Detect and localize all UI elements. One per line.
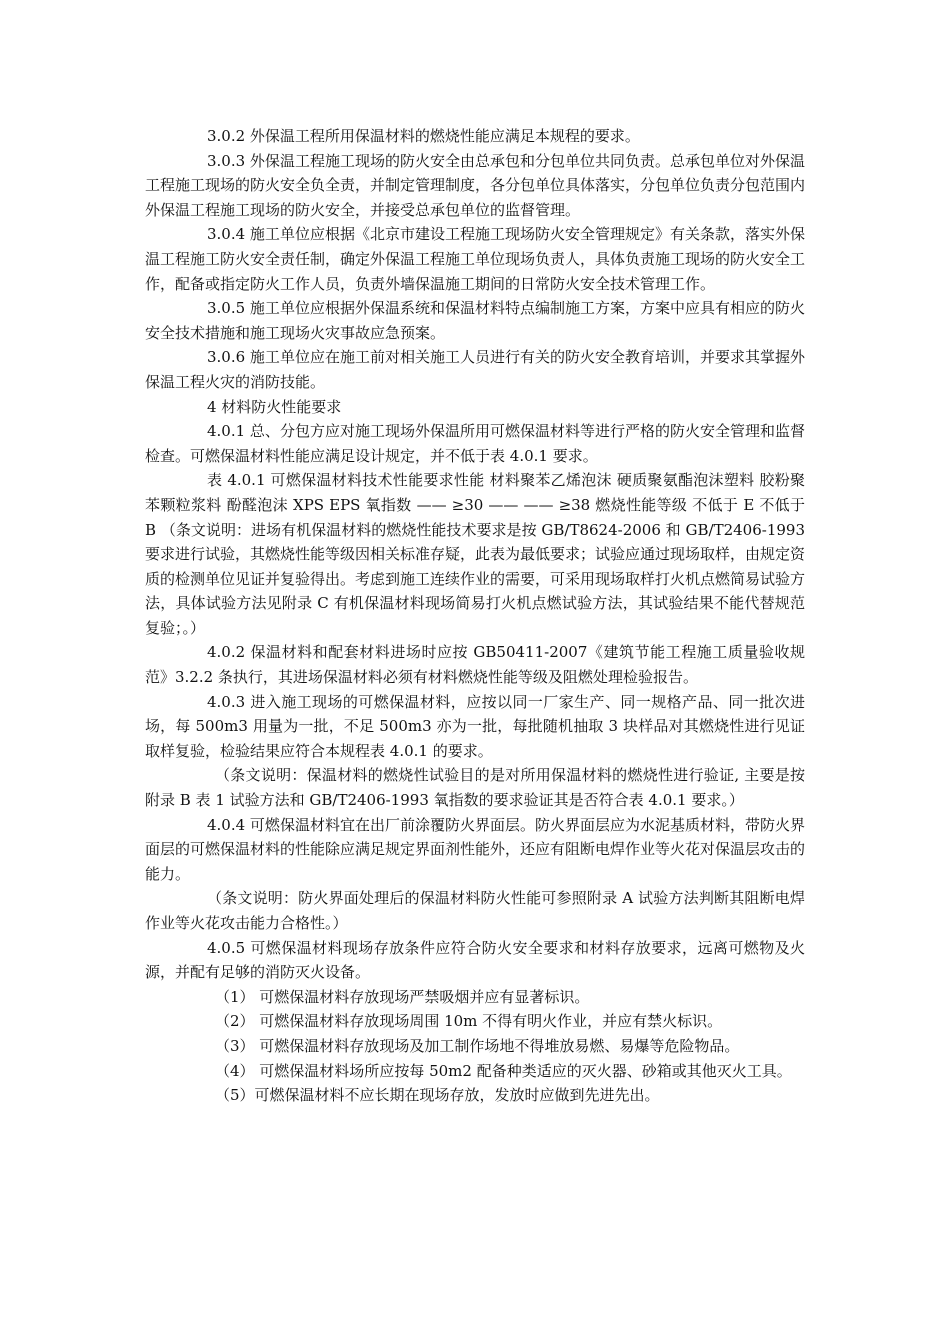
paragraph: （条文说明：保温材料的燃烧性试验目的是对所用保温材料的燃烧性进行验证, 主要是按附录 B 表 1 试验方法和 GB/T2406-1993 氧指数的要求验证其是否符合表 4.0.1 要求。） <box>145 766 805 810</box>
paragraph: 4 材料防火性能要求 <box>207 397 342 416</box>
paragraph: 4.0.3 进入施工现场的可燃保温材料，应按以同一厂家生产、同一规格产品、同一批次进场，每 500m3 用量为一批，不足 500m3 亦为一批，每批随机抽取 3 块样品对其燃烧性进行见证取样复验，检验结果应符合本规程表 4.0.1 的要求。 <box>145 692 805 760</box>
paragraph: 3.0.6 施工单位应在施工前对相关施工人员进行有关的防火安全教育培训，并要求其掌握外保温工程火灾的消防技能。 <box>145 348 805 391</box>
paragraph: （4） 可燃保温材料场所应按每 50m2 配备种类适应的灭火器、砂箱或其他灭火工具。 <box>215 1061 792 1080</box>
paragraph: 4.0.5 可燃保温材料现场存放条件应符合防火安全要求和材料存放要求，远离可燃物及火源，并配有足够的消防灭火设备。 <box>145 938 805 982</box>
paragraph: 3.0.2 外保温工程所用保温材料的燃烧性能应满足本规程的要求。 <box>207 127 640 145</box>
paragraph: 3.0.4 施工单位应根据《北京市建设工程施工现场防火安全管理规定》有关条款，落实外保温工程施工防火安全责任制，确定外保温工程施工单位现场负责人，具体负责施工现场的防火安全工作，配备或指定防火工作人员，负责外墙保温施工期间的日常防火安全技术管理工作。 <box>145 225 806 293</box>
paragraph: （3） 可燃保温材料存放现场及加工制作场地不得堆放易燃、易爆等危险物品。 <box>215 1036 740 1055</box>
paragraph: 表 4.0.1 可燃保温材料技术性能要求性能 材料聚苯乙烯泡沫 硬质聚氨酯泡沫塑料 胶粉聚苯颗粒浆料 酚醛泡沫 XPS EPS 氧指数 —— ≥30 —— —— ≥38 燃烧性能等级 不低于 E 不低于 B （条文说明：进场有机保温材料的燃烧性能技术要求是按 GB/T8624-2006 和 GB/T2406-1993 要求进行试验，其燃烧性能等级因相关标准存疑，此表为最低要求；试验应通过现场取样，由规定资质的检测单位见证并复验得出。考虑到施工连续作业的需要，可采用现场取样打火机点燃简易试验方法，具体试验方法见附录 C 有机保温材料现场简易打火机点燃试验方法，其试验结果不能代替规范复验；。） <box>145 471 806 637</box>
paragraph: （1） 可燃保温材料存放现场严禁吸烟并应有显著标识。 <box>215 987 590 1006</box>
paragraph: 4.0.1 总、分包方应对施工现场外保温所用可燃保温材料等进行严格的防火安全管理和监督检查。可燃保温材料性能应满足设计规定，并不低于表 4.0.1 要求。 <box>145 422 805 465</box>
document-body <box>145 124 805 1108</box>
paragraph: 4.0.2 保温材料和配套材料进场时应按 GB50411-2007《建筑节能工程施工质量验收规范》3.2.2 条执行，其进场保温材料必须有材料燃烧性能等级及阻燃处理检验报告。 <box>145 643 805 687</box>
paragraph: 3.0.5 施工单位应根据外保温系统和保温材料特点编制施工方案，方案中应具有相应的防火安全技术措施和施工现场火灾事故应急预案。 <box>145 299 805 342</box>
paragraph: 3.0.3 外保温工程施工现场的防火安全由总承包和分包单位共同负责。总承包单位对外保温工程施工现场的防火安全负全责，并制定管理制度，各分包单位具体落实，分包单位负责分包范围内外保温工程施工现场的防火安全，并接受总承包单位的监督管理。 <box>145 151 806 219</box>
paragraph: 4.0.4 可燃保温材料宜在出厂前涂覆防火界面层。防火界面层应为水泥基质材料，带防火界面层的可燃保温材料的性能除应满足规定界面剂性能外，还应有阻断电焊作业等火花对保温层攻击的能力。 <box>145 815 806 883</box>
paragraph: （条文说明：防火界面处理后的保温材料防火性能可参照附录 A 试验方法判断其阻断电焊作业等火花攻击能力合格性。） <box>145 889 805 932</box>
paragraph: （5）可燃保温材料不应长期在现场存放，发放时应做到先进先出。 <box>215 1086 660 1105</box>
paragraph: （2） 可燃保温材料存放现场周围 10m 不得有明火作业，并应有禁火标识。 <box>215 1012 723 1031</box>
